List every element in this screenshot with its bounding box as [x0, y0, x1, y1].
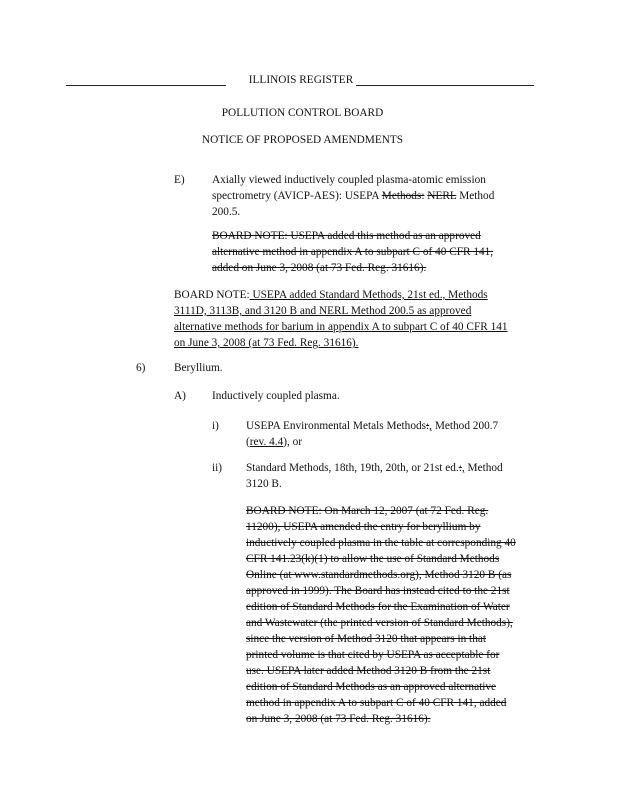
- item-6-text: Beryllium.: [174, 362, 223, 374]
- item-6a-i-line2: (rev. 4.4), or: [246, 436, 303, 448]
- beryllium-note-line: use. USEPA later added Method 3120 B from the 21st: [246, 665, 491, 677]
- barium-note-line2: 3111D, 3113B, and 3120 B and NERL Method 200.5 as approved: [174, 305, 472, 317]
- item-e-label: E): [174, 174, 185, 186]
- notice-title: NOTICE OF PROPOSED AMENDMENTS: [201, 134, 404, 146]
- beryllium-note-line: on June 3, 2008 (at 73 Fed. Reg. 31616).: [246, 713, 431, 725]
- item-6a-ii-label: ii): [212, 462, 223, 474]
- header-rule-right: [356, 85, 534, 86]
- board-title: POLLUTION CONTROL BOARD: [221, 107, 384, 119]
- item-6a-text: Inductively coupled plasma.: [212, 390, 340, 402]
- beryllium-note-line: 11200), USEPA amended the entry for beryllium by: [246, 521, 481, 533]
- beryllium-note-line: CFR 141.23(k)(1) to allow the use of Standard Methods: [246, 553, 500, 565]
- barium-note-line3: alternative methods for barium in appendix A to subpart C of 40 CFR 141: [174, 321, 508, 333]
- beryllium-note-line: approved in 1999). The Board has instead cited to the 21st: [246, 585, 510, 597]
- beryllium-note-line: inductively coupled plasma in the table at corresponding 40: [246, 537, 516, 549]
- beryllium-note-line: BOARD NOTE: On March 12, 2007 (at 72 Fed. Reg.: [246, 505, 489, 517]
- beryllium-note-line: and Wastewater (the printed version of Standard Methods),: [246, 617, 513, 629]
- register-title: ILLINOIS REGISTER: [248, 74, 354, 86]
- beryllium-note-line: printed volume is that cited by USEPA as acceptable for: [246, 649, 500, 661]
- barium-note-line1: BOARD NOTE: USEPA added Standard Methods, 21st ed., Methods: [174, 289, 488, 301]
- item-e-note-line: alternative method in appendix A to subpart C of 40 CFR 141,: [212, 246, 494, 258]
- barium-note-line4: on June 3, 2008 (at 73 Fed. Reg. 31616).: [174, 337, 359, 349]
- beryllium-note-line: edition of Standard Methods as an approved alternative: [246, 681, 497, 693]
- item-e-note-line: BOARD NOTE: USEPA added this method as an approved: [212, 230, 481, 242]
- item-6a-ii-line2: 3120 B.: [246, 478, 282, 490]
- item-6a-i-label: i): [212, 420, 219, 432]
- item-e-line3: 200.5.: [212, 206, 241, 218]
- item-e-note-line: added on June 3, 2008 (at 73 Fed. Reg. 31616).: [212, 262, 427, 274]
- item-6-label: 6): [136, 362, 146, 374]
- beryllium-note-line: since the version of Method 3120 that appears in that: [246, 633, 486, 645]
- beryllium-note-line: method in appendix A to subpart C of 40 CFR 141, added: [246, 697, 507, 709]
- item-6a-label: A): [174, 390, 186, 402]
- beryllium-note-line: edition of Standard Methods for the Examination of Water: [246, 601, 510, 613]
- item-e-line2: spectrometry (AVICP-AES): USEPA Methods: NERL Method: [212, 190, 495, 202]
- header-rule-left: [66, 85, 226, 86]
- item-6a-i-line1: USEPA Environmental Metals Methods:, Method 200.7: [246, 420, 499, 432]
- item-6a-ii-line1: Standard Methods, 18th, 19th, 20th, or 21st ed.:, Method: [246, 462, 503, 474]
- item-e-line1: Axially viewed inductively coupled plasma-atomic emission: [212, 174, 486, 186]
- beryllium-note-line: Online (at www.standardmethods.org), Method 3120 B (as: [246, 569, 512, 581]
